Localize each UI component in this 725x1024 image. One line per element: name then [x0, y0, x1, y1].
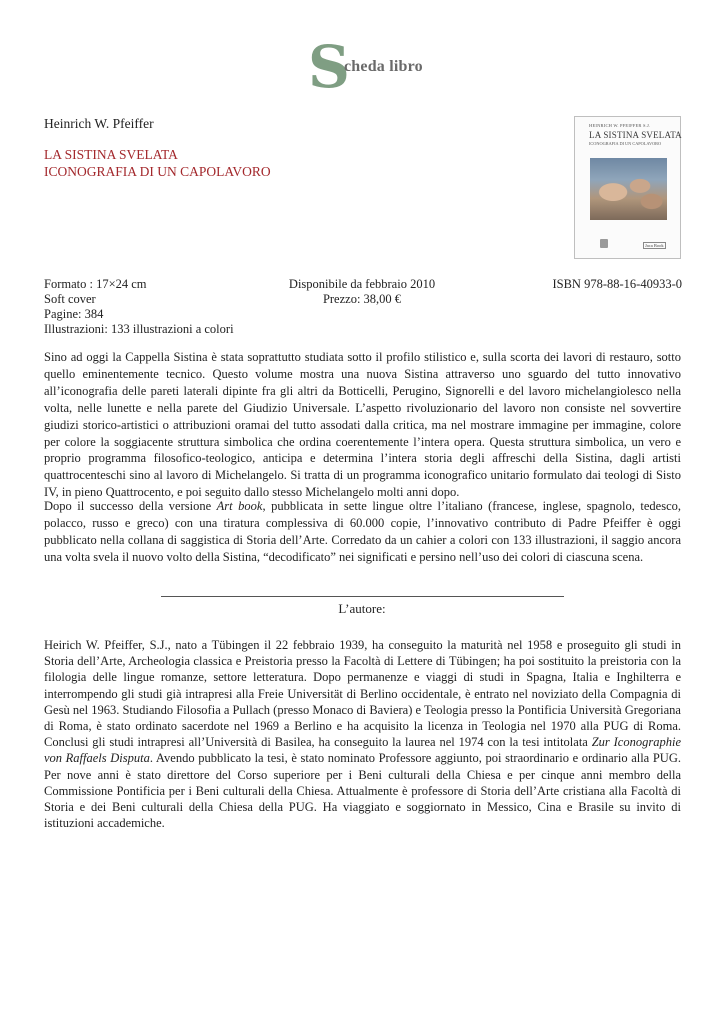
section-divider	[161, 596, 564, 597]
cover-fresco-art	[590, 158, 667, 220]
book-title	[44, 146, 271, 180]
book-author: Heinrich W. Pfeiffer	[44, 116, 154, 131]
author-section-heading: L’autore:	[338, 601, 386, 616]
author-biography	[44, 637, 681, 831]
book-title-line1: LA SISTINA SVELATA	[44, 147, 178, 162]
isbn: ISBN 978-88-16-40933-0	[552, 277, 682, 291]
p2-italic-title: Art book	[216, 499, 263, 513]
book-specs	[44, 277, 234, 337]
description-paragraph-1: Sino ad oggi la Cappella Sistina è stata soprattutto studiata sotto il profilo stilistico e, sulla scorta dei lavori di restauro, sotto quello eminentemente tecnico. Questo volume mostra una nuova Sistina attraverso uno sguardo del tutto innovativo all’iconografia delle pareti laterali dipinte fra gli altri da Botticelli, Perugino, Signorelli e del lavoro michelangiolesco nella volta, nelle lunette e nella parete del Giudizio Universale. L’aspetto rivoluzionario del lavoro non consiste nel sovvertire giudizi storico-artistici o attribuzioni oramai del tutto assodati dalla critica, ma nel mostrare immagine per immagine, colore per colore la soggiacente struttura simbolica che ordina coerentemente l’intera opera. Questa struttura simbolica, un vero e proprio programma filosofico-teologico, anticipa e determina l’intera storia degli affreschi della Sistina, dagli artisti quattrocenteschi sino al lavoro di Michelangelo. Si tratta di un programma iconografico unitario formulato dai teologi di Sisto IV, in pieno Quattrocento, e poi seguito dallo stesso Michelangelo molti anni dopo.	[44, 350, 681, 500]
book-cover-image	[574, 116, 681, 259]
description-paragraph-2	[44, 498, 681, 566]
bio-thesis-title: Zur Iconographie von Raffaels Disputa	[44, 735, 681, 766]
availability-block	[272, 277, 452, 307]
book-title-line2: ICONOGRAFIA DI UN CAPOLAVORO	[44, 164, 271, 179]
cover-publisher: Jaca Book	[645, 243, 664, 248]
bio-text-end: . Avendo pubblicato la tesi, è stato nominato Professore aggiunto, poi straordinario e ordinario alla PUG. Per nove anni è stato direttore del Corso superiore per i Beni culturali della Chiesa e per cinque anni membro della Commissione Pontificia per i Beni culturali della Chiesa. Attualmente è professore di Storia dell’Arte cristiana alla Facoltà di Storia e dei Beni culturali della Chiesa della PUG. Ha viaggiato e soggiornato in Messico, Cina e Brasile su invito di istituzioni accademiche.	[44, 751, 681, 831]
cover-subtitle: ICONOGRAFIA DI UN CAPOLAVORO	[589, 141, 662, 146]
p2-text-end: , pubblicata in sette lingue oltre l’italiano (francese, inglese, spagnolo, tedesco, polacco, russo e greco) con una tiratura complessiva di 60.000 copie, l’innovativo contributo di Padre Pfeiffer è oggi pubblicato nella collana di saggistica di Storia dell’Arte. Corredato da un cahier a colori con 133 illustrazioni, il saggio ancora una volta svela il nuovo volto della Sistina, “decodificato” nei significati e persino nell’uso dei colori di ciascuna scena.	[44, 499, 681, 564]
cover-title: LA SISTINA SVELATA	[589, 130, 682, 140]
spec-illustrations: Illustrazioni: 133 illustrazioni a colori	[44, 322, 234, 336]
p2-text-start: Dopo il successo della versione	[44, 499, 217, 513]
cover-author: HEINRICH W. PFEIFFER S.J.	[589, 123, 651, 128]
bio-text-start: Heirich W. Pfeiffer, S.J., nato a Tübingen il 22 febbraio 1939, ha conseguito la maturità nel 1958 e proseguito gli studi in Storia dell’Arte, Archeologia classica e Preistoria presso la Facoltà di Lettere di Tübingen; ha poi sostituito la preistoria con la filologia delle lingue romanze, settore letteratura. Dopo permanenze e viaggi di studi in Spagna, Italia e Inghilterra e interrompendo gli studi già intrapresi alla Freie Universität di Berlino occidentale, è entrato nel noviziato della Compagnia di Gesù nel 1963. Studiando Filosofia a Pullach (presso Monaco di Baviera) e Teologia presso la Pontificia Università Gregoriana di Roma, è stato ordinato sacerdote nel 1969 a Berlino e ha acquisito la licenza in Teologia nel 1970 alla PUG di Roma. Conclusi gli studi intrapresi all’Università di Basilea, ha conseguito la laurea nel 1974 con la tesi intitolata	[44, 638, 681, 750]
price: Prezzo: 38,00 €	[322, 292, 402, 306]
spec-cover: Soft cover	[44, 292, 96, 306]
logo-text: cheda libro	[344, 58, 423, 75]
publisher-emblem-icon	[600, 239, 608, 248]
spec-pages: Pagine: 384	[44, 307, 104, 321]
availability-date: Disponibile da febbraio 2010	[288, 277, 436, 291]
scheda-libro-logo	[308, 33, 423, 101]
spec-format: Formato : 17×24 cm	[44, 277, 147, 291]
logo-initial: S	[308, 33, 350, 101]
